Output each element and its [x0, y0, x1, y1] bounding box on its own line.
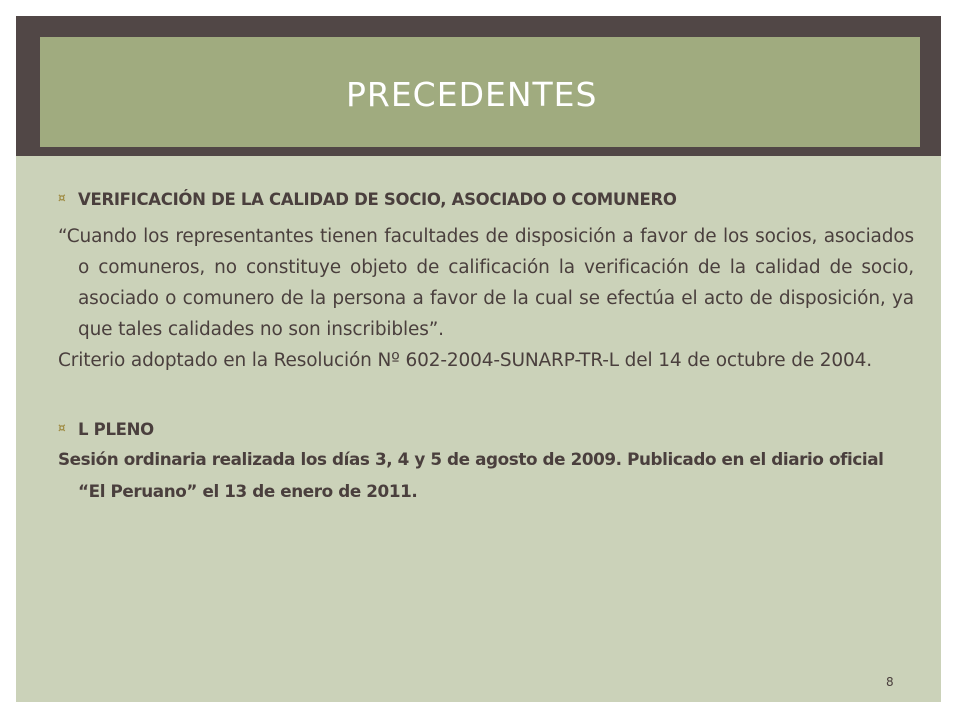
pleno-detail-paragraph: Sesión ordinaria realizada los días 3, 4 y 5 de agosto de 2009. Publicado en el diario oficial “El Peruano” el 13 de enero de 2011.	[58, 449, 884, 501]
section-heading-text: L PLENO	[78, 420, 154, 439]
section-heading-pleno	[58, 420, 914, 439]
bullet-icon: ¤	[58, 421, 66, 435]
slide-content	[58, 190, 914, 507]
section-heading-verificacion	[58, 190, 914, 209]
slide-title: PRECEDENTES	[346, 75, 598, 114]
page-number: 8	[886, 675, 894, 689]
section-heading-text: VERIFICACIÓN DE LA CALIDAD DE SOCIO, ASOCIADO O COMUNERO	[78, 190, 677, 209]
bullet-icon: ¤	[58, 191, 66, 205]
criterion-paragraph: Criterio adoptado en la Resolución Nº 602-2004-SUNARP-TR-L del 14 de octubre de 2004.	[58, 350, 872, 371]
quote-paragraph: “Cuando los representantes tienen facultades de disposición a favor de los socios, asociados o comuneros, no constituye objeto de calificación la verificación de la calidad de socio, asociado o comunero de la persona a favor de la cual se efectúa el acto de disposición, ya que tales calidades no son inscribibles”.	[58, 226, 914, 340]
